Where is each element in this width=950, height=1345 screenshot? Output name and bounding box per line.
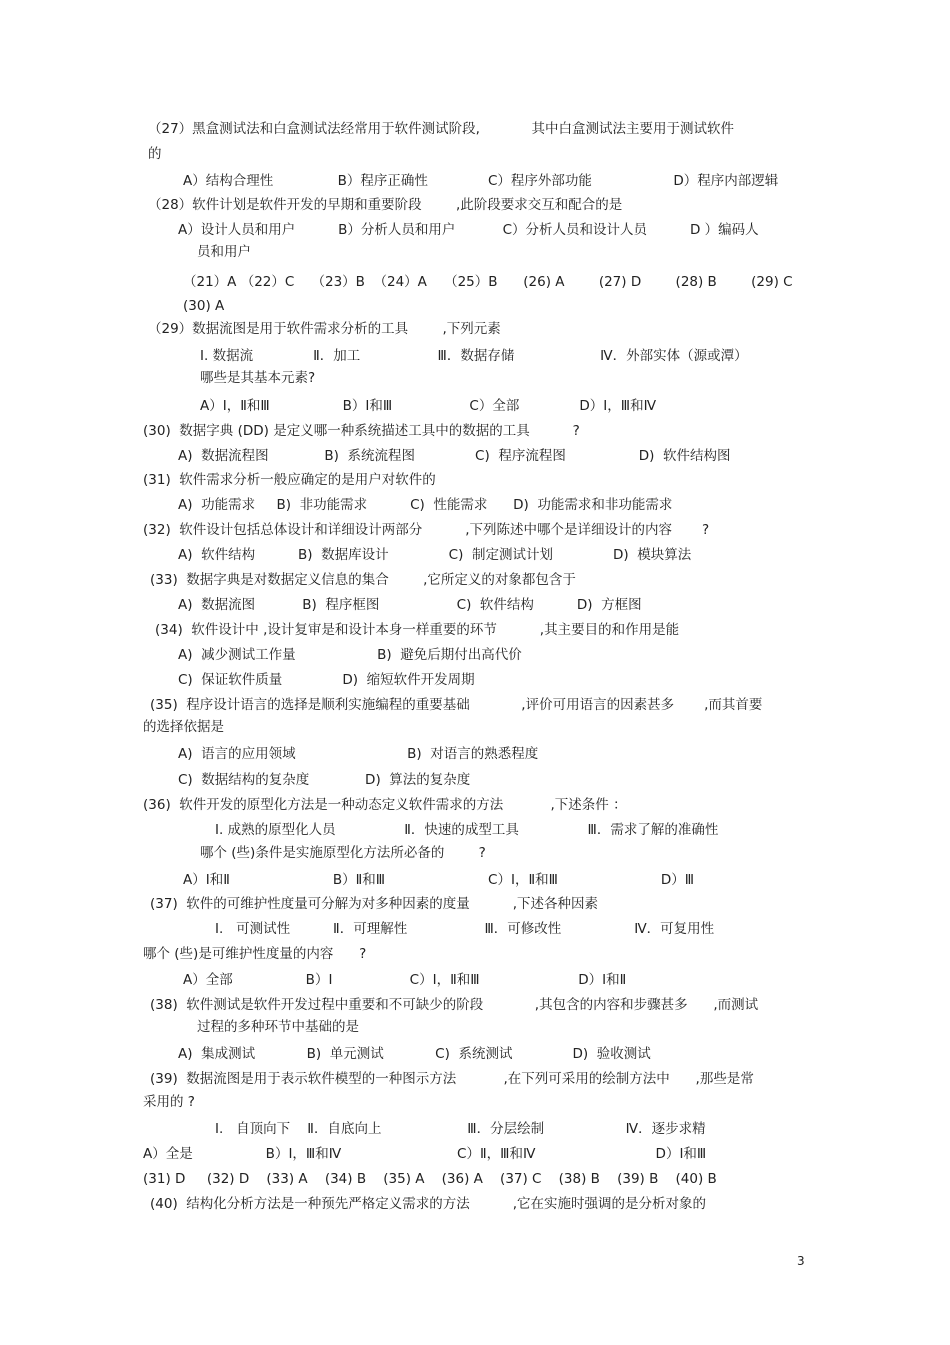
question-39-options: A）全是 B）Ⅰ，Ⅲ和Ⅳ C）Ⅱ，Ⅲ和Ⅳ D）Ⅰ和Ⅲ [143,1146,707,1162]
question-28-stem: （28）软件计划是软件开发的早期和重要阶段 ,此阶段要求交互和配合的是 [148,197,623,213]
question-39-items: I. 自顶向下 Ⅱ．自底向上 Ⅲ．分层绘制 Ⅳ．逐步求精 [215,1121,706,1137]
question-28-options: A）设计人员和用户 B）分析人员和用户 C）分析人员和设计人员 D ）编码人 [178,222,759,238]
question-38-options: A) 集成测试 B) 单元测试 C) 系统测试 D) 验收测试 [178,1046,651,1062]
question-30-stem: (30) 数据字典 (DD) 是定义哪一种系统描述工具中的数据的工具 ? [143,423,580,439]
question-31-stem: (31) 软件需求分析一般应确定的是用户对软件的 [143,472,436,488]
question-37-items: I. 可测试性 Ⅱ．可理解性 Ⅲ．可修改性 Ⅳ．可复用性 [215,921,715,937]
question-40-stem: (40) 结构化分析方法是一种预先严格定义需求的方法 ,它在实施时强调的是分析对象的 [150,1196,706,1212]
question-32-options: A) 软件结构 B) 数据库设计 C) 制定测试计划 D) 模块算法 [178,547,692,563]
question-27-stem-cont: 的 [148,146,162,162]
question-34-options-a-b: A) 减少测试工作量 B) 避免后期付出高代价 [178,647,522,663]
question-29-stem: （29）数据流图是用于软件需求分析的工具 ,下列元素 [148,321,501,337]
question-38-stem: (38) 软件测试是软件开发过程中重要和不可缺少的阶段 ,其包含的内容和步骤甚多 ,而测试 [150,997,759,1013]
answer-key-31-40: (31) D (32) D (33) A (34) B (35) A (36) A (37) C (38) B (39) B (40) B [143,1171,717,1187]
question-29-items: I. 数据流 Ⅱ．加工 Ⅲ．数据存储 Ⅳ．外部实体（源或潭） [200,348,748,364]
question-35-options-c-d: C) 数据结构的复杂度 D) 算法的复杂度 [178,772,471,788]
answer-key-21-29: （21）A （22）C （23）B （24）A （25）B (26) A (27) D (28) B (29) C [183,274,793,290]
answer-key-30: (30) A [183,298,225,314]
question-36-stem: (36) 软件开发的原型化方法是一种动态定义软件需求的方法 ,下述条件 ： [143,797,627,813]
question-39-stem: (39) 数据流图是用于表示软件模型的一种图示方法 ,在下列可采用的绘制方法中 ,那些是常 [150,1071,754,1087]
question-37-stem: (37) 软件的可维护性度量可分解为对多种因素的度量 ,下述各种因素 [150,896,598,912]
question-35-options-a-b: A) 语言的应用领域 B) 对语言的熟悉程度 [178,746,539,762]
question-30-options: A) 数据流程图 B) 系统流程图 C) 程序流程图 D) 软件结构图 [178,448,731,464]
question-37-prompt: 哪个 (些)是可维护性度量的内容 ? [143,946,367,962]
page-number: 3 [797,1254,805,1268]
question-34-options-c-d: C) 保证软件质量 D) 缩短软件开发周期 [178,672,475,688]
question-34-stem: (34) 软件设计中 ,设计复审是和设计本身一样重要的环节 ,其主要目的和作用是能 [155,622,680,638]
question-35-stem-cont: 的选择依据是 [143,719,224,735]
question-39-stem-cont: 采用的 ? [143,1094,195,1110]
question-28-options-cont: 员和用户 [197,244,251,260]
question-33-options: A) 数据流图 B) 程序框图 C) 软件结构 D) 方框图 [178,597,642,613]
question-36-prompt: 哪个 (些)条件是实施原型化方法所必备的 ? [200,845,486,861]
question-33-stem: (33) 数据字典是对数据定义信息的集合 ,它所定义的对象都包含于 [150,572,576,588]
question-32-stem: (32) 软件设计包括总体设计和详细设计两部分 ,下列陈述中哪个是详细设计的内容 ? [143,522,710,538]
question-36-options: A）Ⅰ和Ⅱ B）Ⅱ和Ⅲ C）Ⅰ，Ⅱ和Ⅲ D）Ⅲ [183,872,695,888]
question-29-prompt: 哪些是其基本元素? [200,370,316,386]
question-29-options: A）Ⅰ，Ⅱ和Ⅲ B）Ⅰ和Ⅲ C）全部 D）Ⅰ，Ⅲ和Ⅳ [200,398,657,414]
question-36-items: I. 成熟的原型化人员 Ⅱ．快速的成型工具 Ⅲ．需求了解的准确性 [215,822,719,838]
question-27-options: A）结构合理性 B）程序正确性 C）程序外部功能 D）程序内部逻辑 [183,173,779,189]
question-35-stem: (35) 程序设计语言的选择是顺利实施编程的重要基础 ,评价可用语言的因素甚多 ,而其首要 [150,697,763,713]
question-37-options: A）全部 B）Ⅰ C）Ⅰ，Ⅱ和Ⅲ D）Ⅰ和Ⅱ [183,972,627,988]
question-38-stem-cont: 过程的多种环节中基础的是 [197,1019,359,1035]
question-31-options: A) 功能需求 B) 非功能需求 C) 性能需求 D) 功能需求和非功能需求 [178,497,673,513]
question-27-stem: （27）黑盒测试法和白盒测试法经常用于软件测试阶段, 其中白盒测试法主要用于测试软件 [148,121,734,137]
